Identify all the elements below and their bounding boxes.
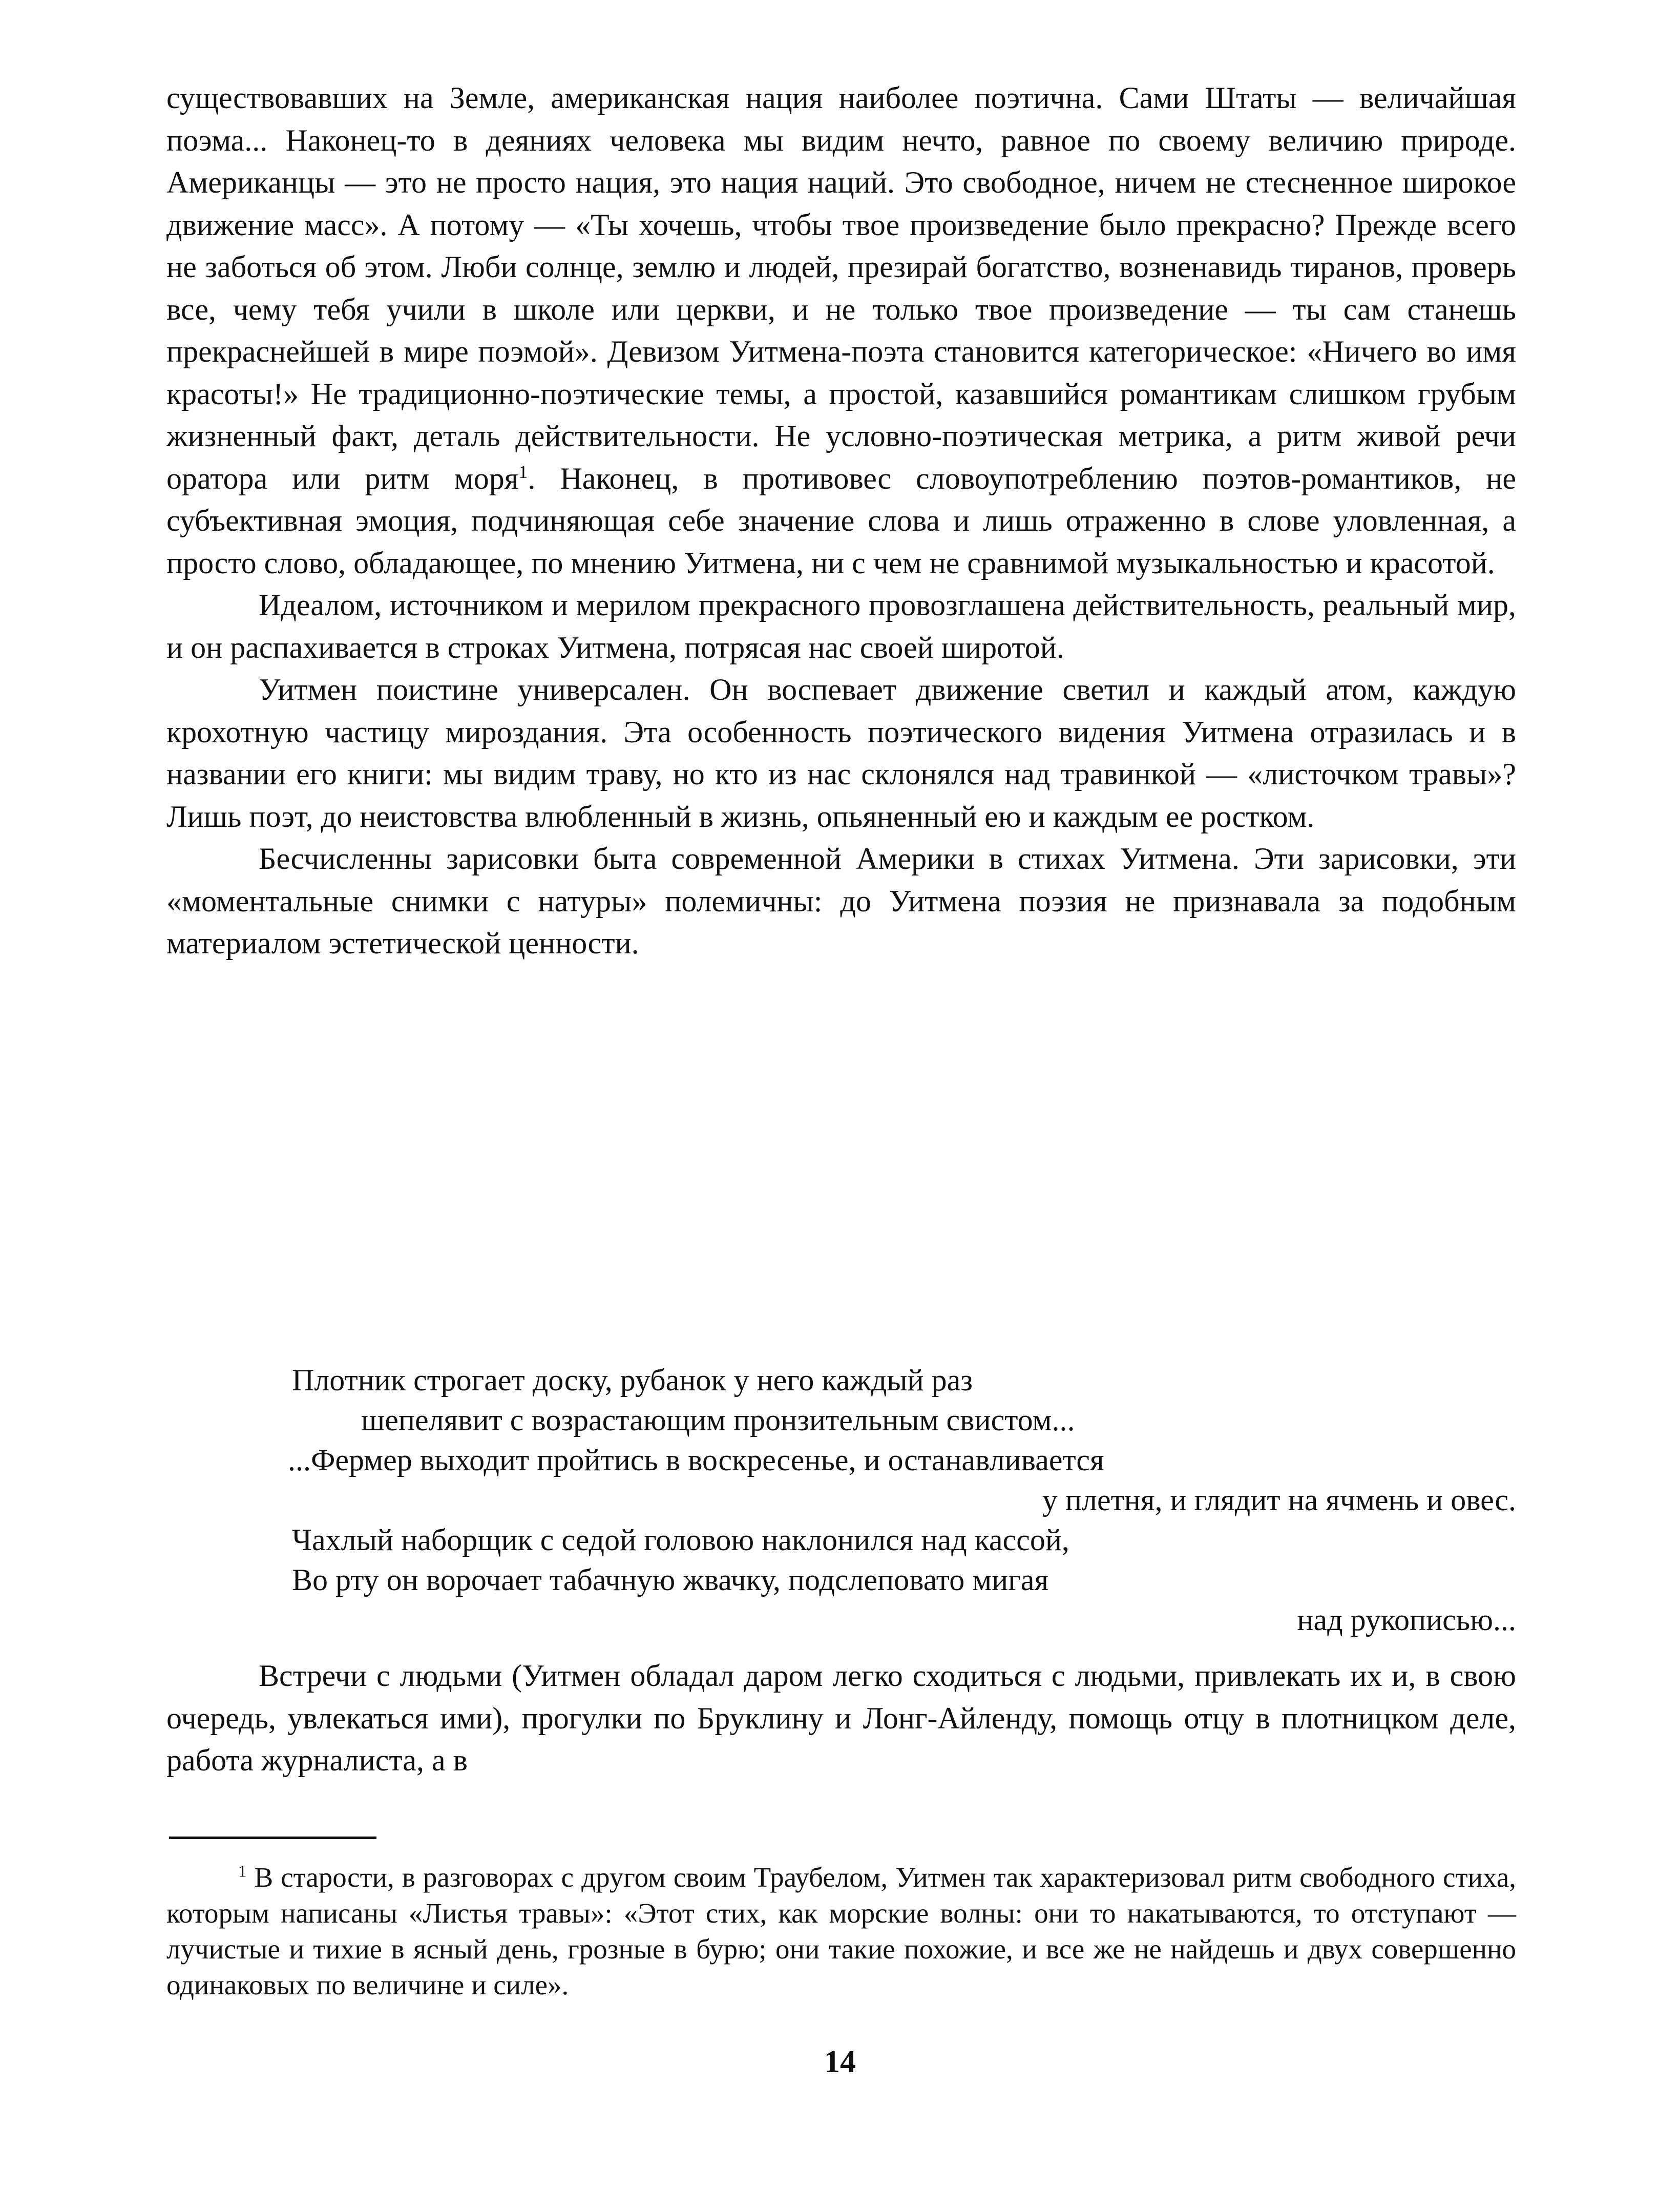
- paragraph-4: Бесчисленны зарисовки быта современной Америки в стихах Уитмена. Эти зарисовки, эти «моментальные снимки с натуры» полемичны: до Уитмена поэзия не признавала за подобным материалом эстетической ценности.: [166, 842, 1516, 960]
- text-after-poem: [166, 1655, 1516, 1782]
- footnote-text: В старости, в разговорах с другом своим Траубелом, Уитмен так характеризовал ритм свободного стиха, которым написаны «Листья травы»: «Этот стих, как морские волны: они то накатываются, то отступают — лучистые и тихие в ясный день, грозные в бурю; они такие похожие, и все же не найдешь и двух совершенно одинаковых по величине и силе».: [166, 1862, 1516, 2000]
- poem-line-4: у плетня, и глядит на ячмень и овес.: [1042, 1483, 1516, 1517]
- paragraph-1-start: существовавших на Земле, американская нация наиболее поэтична. Сами Штаты — величайшая поэма... Наконец-то в деяниях человека мы видим нечто, равное по своему величию природе. Американцы — это не просто нация, это нация наций. Это свободное, ничем не стесненное широкое движение масс». А потому — «Ты хочешь, чтобы твое произведение было прекрасно? Прежде всего не заботься об этом. Люби солнце, землю и людей, презирай богатство, возненавидь тиранов, проверь все, чему тебя учили в школе или церкви, и не только твое произведение — ты сам станешь прекраснейшей в мире поэмой». Девизом Уитмена-поэта становится категорическое: «Ничего во имя красоты!» Не традиционно-поэтические темы, а простой, казавшийся романтикам слишком грубым жизненный факт, деталь действительности. Не условно-поэтическая метрика, а ритм живой речи оратора или ритм моря: [166, 81, 1516, 495]
- footnote-mark: 1: [238, 1862, 247, 1881]
- poem-line-3: ...Фермер выходит пройтись в воскресенье, и останавливается: [288, 1443, 1104, 1477]
- poem-line-5: Чахлый наборщик с седой головою наклонился над кассой,: [292, 1523, 1069, 1557]
- paragraph-1: [166, 77, 1516, 584]
- poem-line-1: Плотник строгает доску, рубанок у него каждый раз: [292, 1363, 973, 1397]
- paragraph-1-end: . Наконец, в противовес словоупотреблению поэтов-романтиков, не субъективная эмоция, подчиняющая себе значение слова и лишь отраженно в слове уловленная, а просто слово, обладающее, по мнению Уитмена, ни с чем не сравнимой музыкальностью и красотой.: [166, 461, 1516, 580]
- main-text: [166, 77, 1516, 965]
- footnote-reference[interactable]: 1: [518, 461, 528, 482]
- page-number: 14: [824, 2045, 856, 2079]
- footnote-paragraph: [166, 1860, 1516, 2003]
- poem-line-7: над рукописью...: [1297, 1603, 1516, 1637]
- footnote-divider: [169, 1837, 376, 1839]
- poem-quotation: [288, 1360, 1516, 1640]
- paragraph-5: Встречи с людьми (Уитмен обладал даром легко сходиться с людьми, привлекать их и, в свою очередь, увлекаться ими), прогулки по Бруклину и Лонг-Айленду, помощь отцу в плотницком деле, работа журналиста, а в: [166, 1659, 1516, 1777]
- footnote: [166, 1860, 1516, 2003]
- paragraph-3: Уитмен поистине универсален. Он воспевает движение светил и каждый атом, каждую крохотную частицу мироздания. Эта особенность поэтического видения Уитмена отразилась и в названии его книги: мы видим траву, но кто из нас склонялся над травинкой — «листочком травы»? Лишь поэт, до неистовства влюбленный в жизнь, опьяненный ею и каждым ее ростком.: [166, 673, 1516, 833]
- paragraph-2: Идеалом, источником и мерилом прекрасного провозглашена действительность, реальный мир, и он распахивается в строках Уитмена, потрясая нас своей широтой.: [166, 588, 1516, 664]
- poem-line-2: шепелявит с возрастающим пронзительным свистом...: [361, 1403, 1075, 1437]
- poem-line-6: Во рту он ворочает табачную жвачку, подслеповато мигая: [292, 1563, 1049, 1597]
